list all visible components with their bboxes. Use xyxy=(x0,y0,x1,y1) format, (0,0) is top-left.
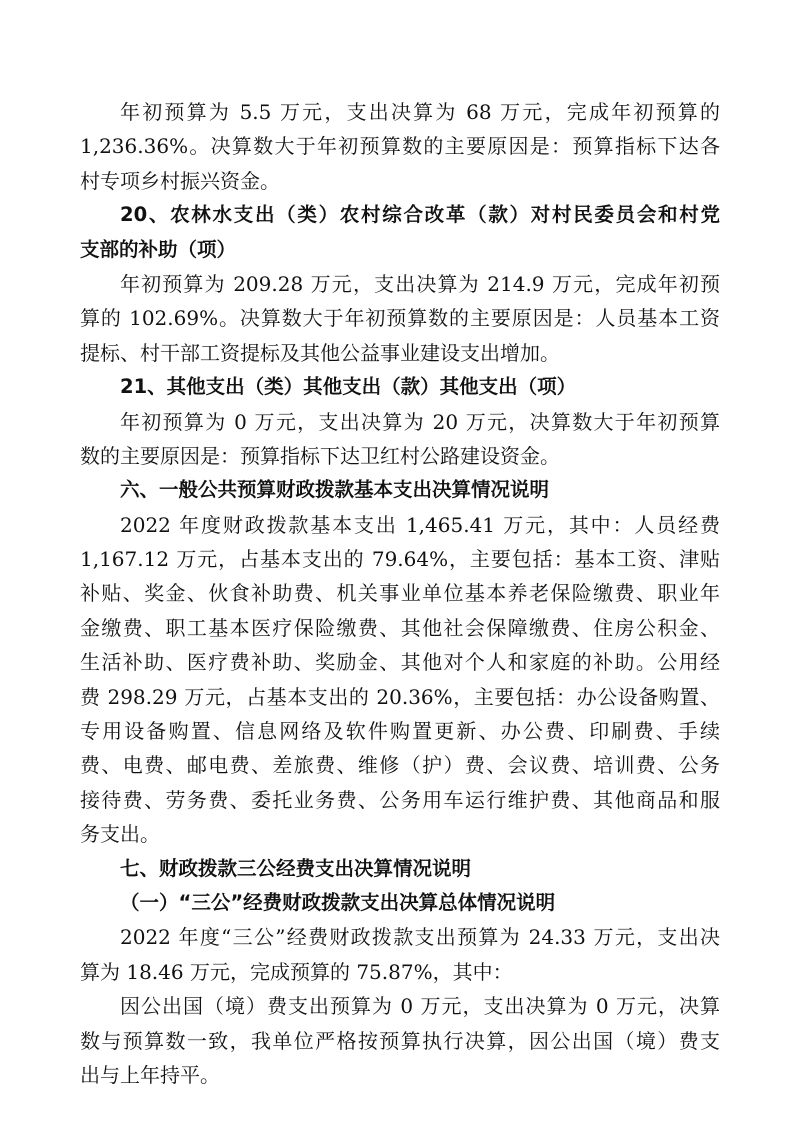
section-heading: 21、其他支出（类）其他支出（款）其他支出（项） xyxy=(120,375,577,399)
text-line: 提标、村干部工资提标及其他公益事业建设支出增加。 xyxy=(80,340,560,365)
text-line: 生活补助、医疗费补助、奖励金、其他对个人和家庭的补助。公用经 xyxy=(80,650,720,675)
text-line: 村专项乡村振兴资金。 xyxy=(80,168,280,193)
text-line: 算的 102.69%。决算数大于年初预算数的主要原因是：人员基本工资 xyxy=(80,306,720,331)
text-line: 年初预算为 0 万元，支出决算为 20 万元，决算数大于年初预算 xyxy=(120,409,720,434)
section-heading: 六、一般公共预算财政拨款基本支出决算情况说明 xyxy=(120,478,550,502)
section-heading: 20、农林水支出（类）农村综合改革（款）对村民委员会和村党 xyxy=(120,203,720,227)
text-line: 数的主要原因是：预算指标下达卫红村公路建设资金。 xyxy=(80,443,560,468)
section-heading: 七、财政拨款三公经费支出决算情况说明 xyxy=(120,856,472,880)
text-line: 2022 年度财政拨款基本支出 1,465.41 万元，其中：人员经费 xyxy=(120,512,720,537)
text-line: 费、电费、邮电费、差旅费、维修（护）费、会议费、培训费、公务 xyxy=(80,753,720,778)
text-line: 接待费、劳务费、委托业务费、公务用车运行维护费、其他商品和服 xyxy=(80,787,720,812)
text-line: 年初预算为 5.5 万元，支出决算为 68 万元，完成年初预算的 xyxy=(120,100,720,124)
document-body xyxy=(80,95,720,1092)
text-line: 补贴、奖金、伙食补助费、机关事业单位基本养老保险缴费、职业年 xyxy=(80,581,720,606)
text-line: 年初预算为 209.28 万元，支出决算为 214.9 万元，完成年初预 xyxy=(120,271,720,296)
text-line: 因公出国（境）费支出预算为 0 万元，支出决算为 0 万元，决算 xyxy=(120,994,720,1019)
text-line: 务支出。 xyxy=(80,822,160,847)
section-heading: 支部的补助（项） xyxy=(80,237,237,261)
text-line: 出与上年持平。 xyxy=(80,1062,220,1087)
text-line: 2022 年度“三公”经费财政拨款支出预算为 24.33 万元，支出决 xyxy=(120,925,720,950)
section-heading: （一）“三公”经费财政拨款支出决算总体情况说明 xyxy=(120,890,556,914)
text-line: 专用设备购置、信息网络及软件购置更新、办公费、印刷费、手续 xyxy=(80,719,720,744)
text-line: 金缴费、职工基本医疗保险缴费、其他社会保障缴费、住房公积金、 xyxy=(80,615,720,640)
text-line: 费 298.29 万元，占基本支出的 20.36%，主要包括：办公设备购置、 xyxy=(80,684,720,709)
text-line: 1,167.12 万元，占基本支出的 79.64%，主要包括：基本工资、津贴 xyxy=(80,547,720,572)
text-line: 数与预算数一致，我单位严格按预算执行决算，因公出国（境）费支 xyxy=(80,1028,720,1053)
text-line: 1,236.36%。决算数大于年初预算数的主要原因是：预算指标下达各 xyxy=(80,134,720,159)
text-line: 算为 18.46 万元，完成预算的 75.87%，其中： xyxy=(80,959,513,984)
